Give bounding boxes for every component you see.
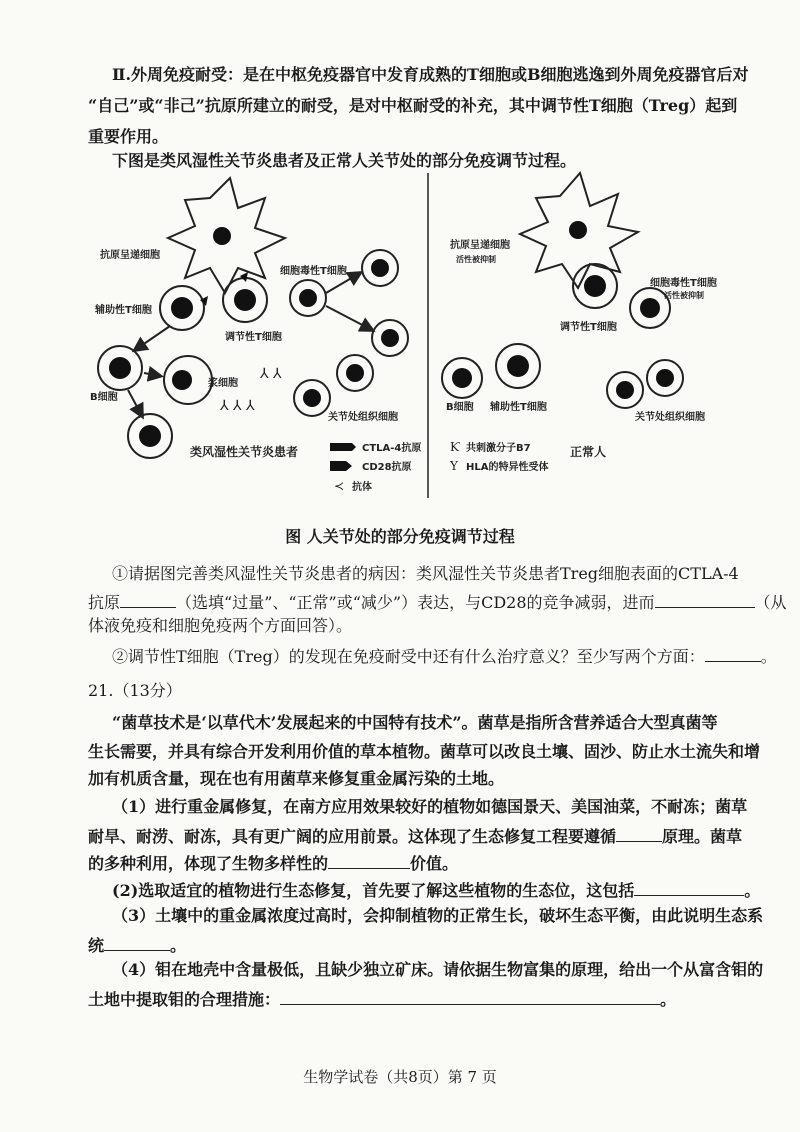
q21-q1-line2: 耐旱、耐涝、耐冻，具有更广阔的应用前景。这体现了生态修复工程要遵循 原理。菌草 (88, 823, 742, 848)
label-cytotoxic-t-left: 细胞毒性T细胞 (280, 266, 347, 277)
label-apc-right: 抗原呈递细胞 (450, 240, 510, 251)
page-footer: 生物学试卷（共8页）第 7 页 (303, 1068, 497, 1086)
q21-q3-line2: 统 。 (88, 932, 186, 957)
q21-header: 21.（13分） (88, 681, 182, 700)
svg-text:Y: Y (450, 459, 458, 473)
section2-line2: “自己”或“非己”抗原所建立的耐受，是对中枢耐受的补充，其中调节性T细胞（Treg）起到 (88, 96, 738, 115)
label-apc-left: 抗原呈递细胞 (100, 250, 160, 261)
label-normal: 正常人 (570, 445, 607, 459)
svg-text:⅄ ⅄ ⅄: ⅄ ⅄ ⅄ (220, 398, 255, 414)
label-plasma-left: 浆细胞 (208, 378, 238, 389)
q20-p1-line2: 抗原 （选填“过量”、“正常”或“减少”）表达，与CD28的竞争减弱，进而 （从 (88, 589, 787, 614)
immune-regulation-diagram (90, 168, 720, 508)
q21-q3-line1: （3）土壤中的重金属浓度过高时，会抑制植物的正常生长，破坏生态平衡，由此说明生态系 (112, 906, 764, 925)
section2-line3: 重要作用。 (88, 127, 169, 146)
answer-blank-2[interactable] (655, 589, 755, 608)
q21-intro3: 加有机质含量，现在也有用菌草来修复重金属污染的土地。 (88, 769, 505, 788)
label-treg-right: 调节性T细胞 (560, 322, 617, 333)
answer-blank-3[interactable] (705, 643, 761, 662)
legend-hla: HLA的特异性受体 (466, 462, 549, 473)
label-tissue-right: 关节处组织细胞 (635, 412, 705, 423)
label-helper-t-right: 辅助性T细胞 (490, 402, 547, 413)
q21-q1-line3: 的多种利用，体现了生物多样性的 价值。 (88, 850, 458, 875)
legend-cd28: CD28抗原 (362, 462, 412, 473)
q21-q4-line1: （4）钼在地壳中含量极低，且缺少独立矿床。请依据生物富集的原理，给出一个从富含钼的 (112, 960, 764, 979)
legend-b7: 共刺激分子B7 (466, 443, 531, 454)
answer-blank-4[interactable] (616, 823, 662, 842)
label-apc-state: 活性被抑制 (456, 255, 496, 264)
legend-ctla4: CTLA-4抗原 (362, 443, 422, 454)
svg-text:Ƙ: Ƙ (450, 440, 459, 454)
answer-blank-8[interactable] (280, 986, 660, 1005)
q21-q4-line2: 土地中提取钼的合理措施： 。 (88, 986, 676, 1011)
label-tissue-left: 关节处组织细胞 (328, 412, 398, 423)
section2-line4: 下图是类风湿性关节炎患者及正常人关节处的部分免疫调节过程。 (112, 151, 577, 170)
q20-p2: ②调节性T细胞（Treg）的发现在免疫耐受中还有什么治疗意义？至少写两个方面： 。 (112, 643, 777, 668)
q21-q2: (2)选取适宜的植物进行生态修复，首先要了解这些植物的生态位，这包括 。 (112, 877, 760, 902)
svg-text:≺: ≺ (334, 479, 345, 493)
answer-blank-1[interactable] (120, 589, 176, 608)
section2-line1: Ⅱ.外周免疫耐受：是在中枢免疫器官中发育成熟的T细胞或B细胞逃逸到外周免疫器官后对 (112, 65, 749, 84)
label-cytotoxic-state: 活性被抑制 (664, 291, 704, 300)
q21-intro1: “菌草技术是‘以草代木’发展起来的中国特有技术”。菌草是指所含营养适合大型真菌等 (112, 713, 718, 732)
label-b-cell-right: B细胞 (446, 402, 474, 413)
label-b-cell-left: B细胞 (90, 392, 118, 403)
label-patient: 类风湿性关节炎患者 (190, 445, 299, 459)
q20-p1-line1: ①请据图完善类风湿性关节炎患者的病因：类风湿性关节炎患者Treg细胞表面的CTLA-4 (112, 564, 739, 583)
label-helper-t-left: 辅助性T细胞 (95, 305, 152, 316)
answer-blank-7[interactable] (104, 932, 170, 951)
q21-intro2: 生长需要，并具有综合开发利用价值的草本植物。菌草可以改良土壤、固沙、防止水土流失和增 (88, 742, 761, 761)
legend-antibody: 抗体 (352, 482, 372, 493)
q21-q1-line1: （1）进行重金属修复，在南方应用效果较好的植物如德国景天、美国油菜，不耐冻；菌草 (112, 797, 748, 816)
answer-blank-5[interactable] (328, 850, 410, 869)
q20-p1-line3: 体液免疫和细胞免疫两个方面回答）。 (88, 616, 353, 635)
answer-blank-6[interactable] (634, 877, 744, 896)
label-cytotoxic-t-right: 细胞毒性T细胞 (650, 278, 717, 289)
label-treg-left: 调节性T细胞 (225, 332, 282, 343)
figure-caption: 图 人关节处的部分免疫调节过程 (285, 527, 515, 546)
svg-text:⅄ ⅄: ⅄ ⅄ (260, 366, 282, 382)
